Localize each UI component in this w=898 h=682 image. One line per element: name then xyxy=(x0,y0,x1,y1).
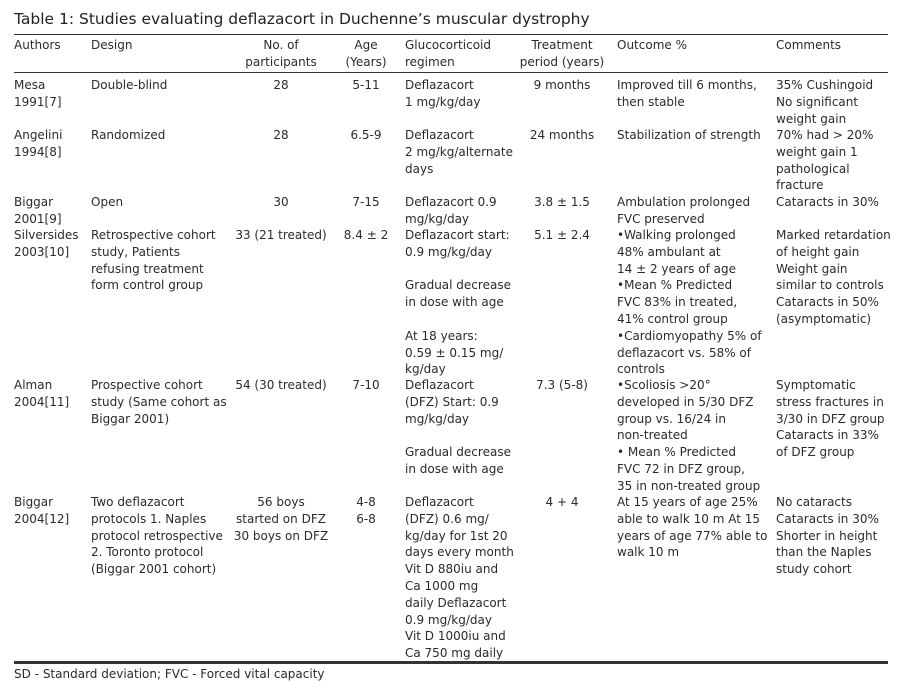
row-1-age: 5-11 xyxy=(352,78,380,92)
row-4-authors: Silversides 2003[10] xyxy=(14,228,79,259)
row-4-comments: Marked retardation of height gain Weight gain similar to controls Cataracts in 50% (asymptomatic) xyxy=(776,228,891,326)
row-2-design: Randomized xyxy=(91,128,166,142)
top-rule xyxy=(14,34,888,35)
row-1-comments: 35% Cushingoid No significant weight gain xyxy=(776,78,874,126)
row-4-age: 8.4 ± 2 xyxy=(343,228,389,242)
row-5-design: Prospective cohort study (Same cohort as Biggar 2001) xyxy=(91,378,227,426)
row-3-age: 7-15 xyxy=(352,195,380,209)
row-5-period: 7.3 (5-8) xyxy=(536,378,588,392)
header-rule xyxy=(14,72,888,73)
row-6-participants: 56 boys started on DFZ 30 boys on DFZ xyxy=(233,495,329,543)
row-3-period: 3.8 ± 1.5 xyxy=(534,195,590,209)
row-1-authors: Mesa 1991[7] xyxy=(14,78,62,109)
row-6-age: 4-8 6-8 xyxy=(356,495,376,526)
row-5-regimen: Deflazacort (DFZ) Start: 0.9 mg/kg/day Gradual decrease in dose with age xyxy=(405,378,511,476)
row-2-authors: Angelini 1994[8] xyxy=(14,128,63,159)
row-2-outcome: Stabilization of strength xyxy=(617,128,761,142)
row-5-comments: Symptomatic stress fractures in 3/30 in DFZ group Cataracts in 33% of DFZ group xyxy=(776,378,885,460)
row-2-participants: 28 xyxy=(273,128,289,142)
header-authors: Authors xyxy=(14,38,61,52)
row-1-participants: 28 xyxy=(273,78,289,92)
row-4-period: 5.1 ± 2.4 xyxy=(534,228,590,242)
row-5-age: 7-10 xyxy=(352,378,380,392)
row-3-comments: Cataracts in 30% xyxy=(776,195,879,209)
row-5-participants: 54 (30 treated) xyxy=(235,378,327,392)
row-4-participants: 33 (21 treated) xyxy=(235,228,327,242)
row-4-outcome: •Walking prolonged 48% ambulant at 14 ± 2 years of age •Mean % Predicted FVC 83% in treated, 41% control group •Cardiomyopathy 5% of deflazacort vs. 58% of controls xyxy=(617,228,762,377)
row-6-design: Two deflazacort protocols 1. Naples protocol retrospective 2. Toronto protocol (Biggar 2001 cohort) xyxy=(91,495,223,577)
header-period: Treatment period (years) xyxy=(519,38,605,69)
header-outcome: Outcome % xyxy=(617,38,687,52)
row-1-regimen: Deflazacort 1 mg/kg/day xyxy=(405,78,481,109)
row-2-comments: 70% had > 20% weight gain 1 pathological fracture xyxy=(776,128,874,193)
row-3-outcome: Ambulation prolonged FVC preserved xyxy=(617,195,751,226)
header-comments: Comments xyxy=(776,38,842,52)
row-6-regimen: Deflazacort (DFZ) 0.6 mg/ kg/day for 1st 20 days every month Vit D 880iu and Ca 1000 mg daily Deflazacort 0.9 mg/kg/day Vit D 1000iu and Ca 750 mg daily xyxy=(405,495,514,661)
row-3-participants: 30 xyxy=(273,195,289,209)
row-3-regimen: Deflazacort 0.9 mg/kg/day xyxy=(405,195,497,226)
header-regimen: Glucocorticoid regimen xyxy=(405,38,491,69)
header-participants: No. of participants xyxy=(245,38,317,69)
row-6-authors: Biggar 2004[12] xyxy=(14,495,70,526)
row-2-period: 24 months xyxy=(529,128,595,142)
footnote: SD - Standard deviation; FVC - Forced vital capacity xyxy=(14,667,325,681)
row-1-outcome: Improved till 6 months, then stable xyxy=(617,78,757,109)
row-4-design: Retrospective cohort study, Patients refusing treatment form control group xyxy=(91,228,216,293)
row-3-authors: Biggar 2001[9] xyxy=(14,195,62,226)
row-1-design: Double-blind xyxy=(91,78,168,92)
header-design: Design xyxy=(91,38,133,52)
table-title: Table 1: Studies evaluating deflazacort in Duchenne’s muscular dystrophy xyxy=(14,10,590,28)
row-1-period: 9 months xyxy=(533,78,591,92)
row-2-regimen: Deflazacort 2 mg/kg/alternate days xyxy=(405,128,513,176)
row-3-design: Open xyxy=(91,195,124,209)
header-age: Age (Years) xyxy=(345,38,387,69)
row-6-outcome: At 15 years of age 25% able to walk 10 m At 15 years of age 77% able to walk 10 m xyxy=(617,495,768,560)
row-2-age: 6.5-9 xyxy=(350,128,382,142)
row-6-comments: No cataracts Cataracts in 30% Shorter in height than the Naples study cohort xyxy=(776,495,879,577)
row-5-authors: Alman 2004[11] xyxy=(14,378,70,409)
bottom-rule xyxy=(14,661,888,664)
row-4-regimen: Deflazacort start: 0.9 mg/kg/day Gradual decrease in dose with age At 18 years: 0.59 ± 0.15 mg/ kg/day xyxy=(405,228,511,377)
row-5-outcome: •Scoliosis >20° developed in 5/30 DFZ group vs. 16/24 in non-treated • Mean % Predicted FVC 72 in DFZ group, 35 in non-treated group xyxy=(617,378,761,493)
row-6-period: 4 + 4 xyxy=(545,495,579,509)
